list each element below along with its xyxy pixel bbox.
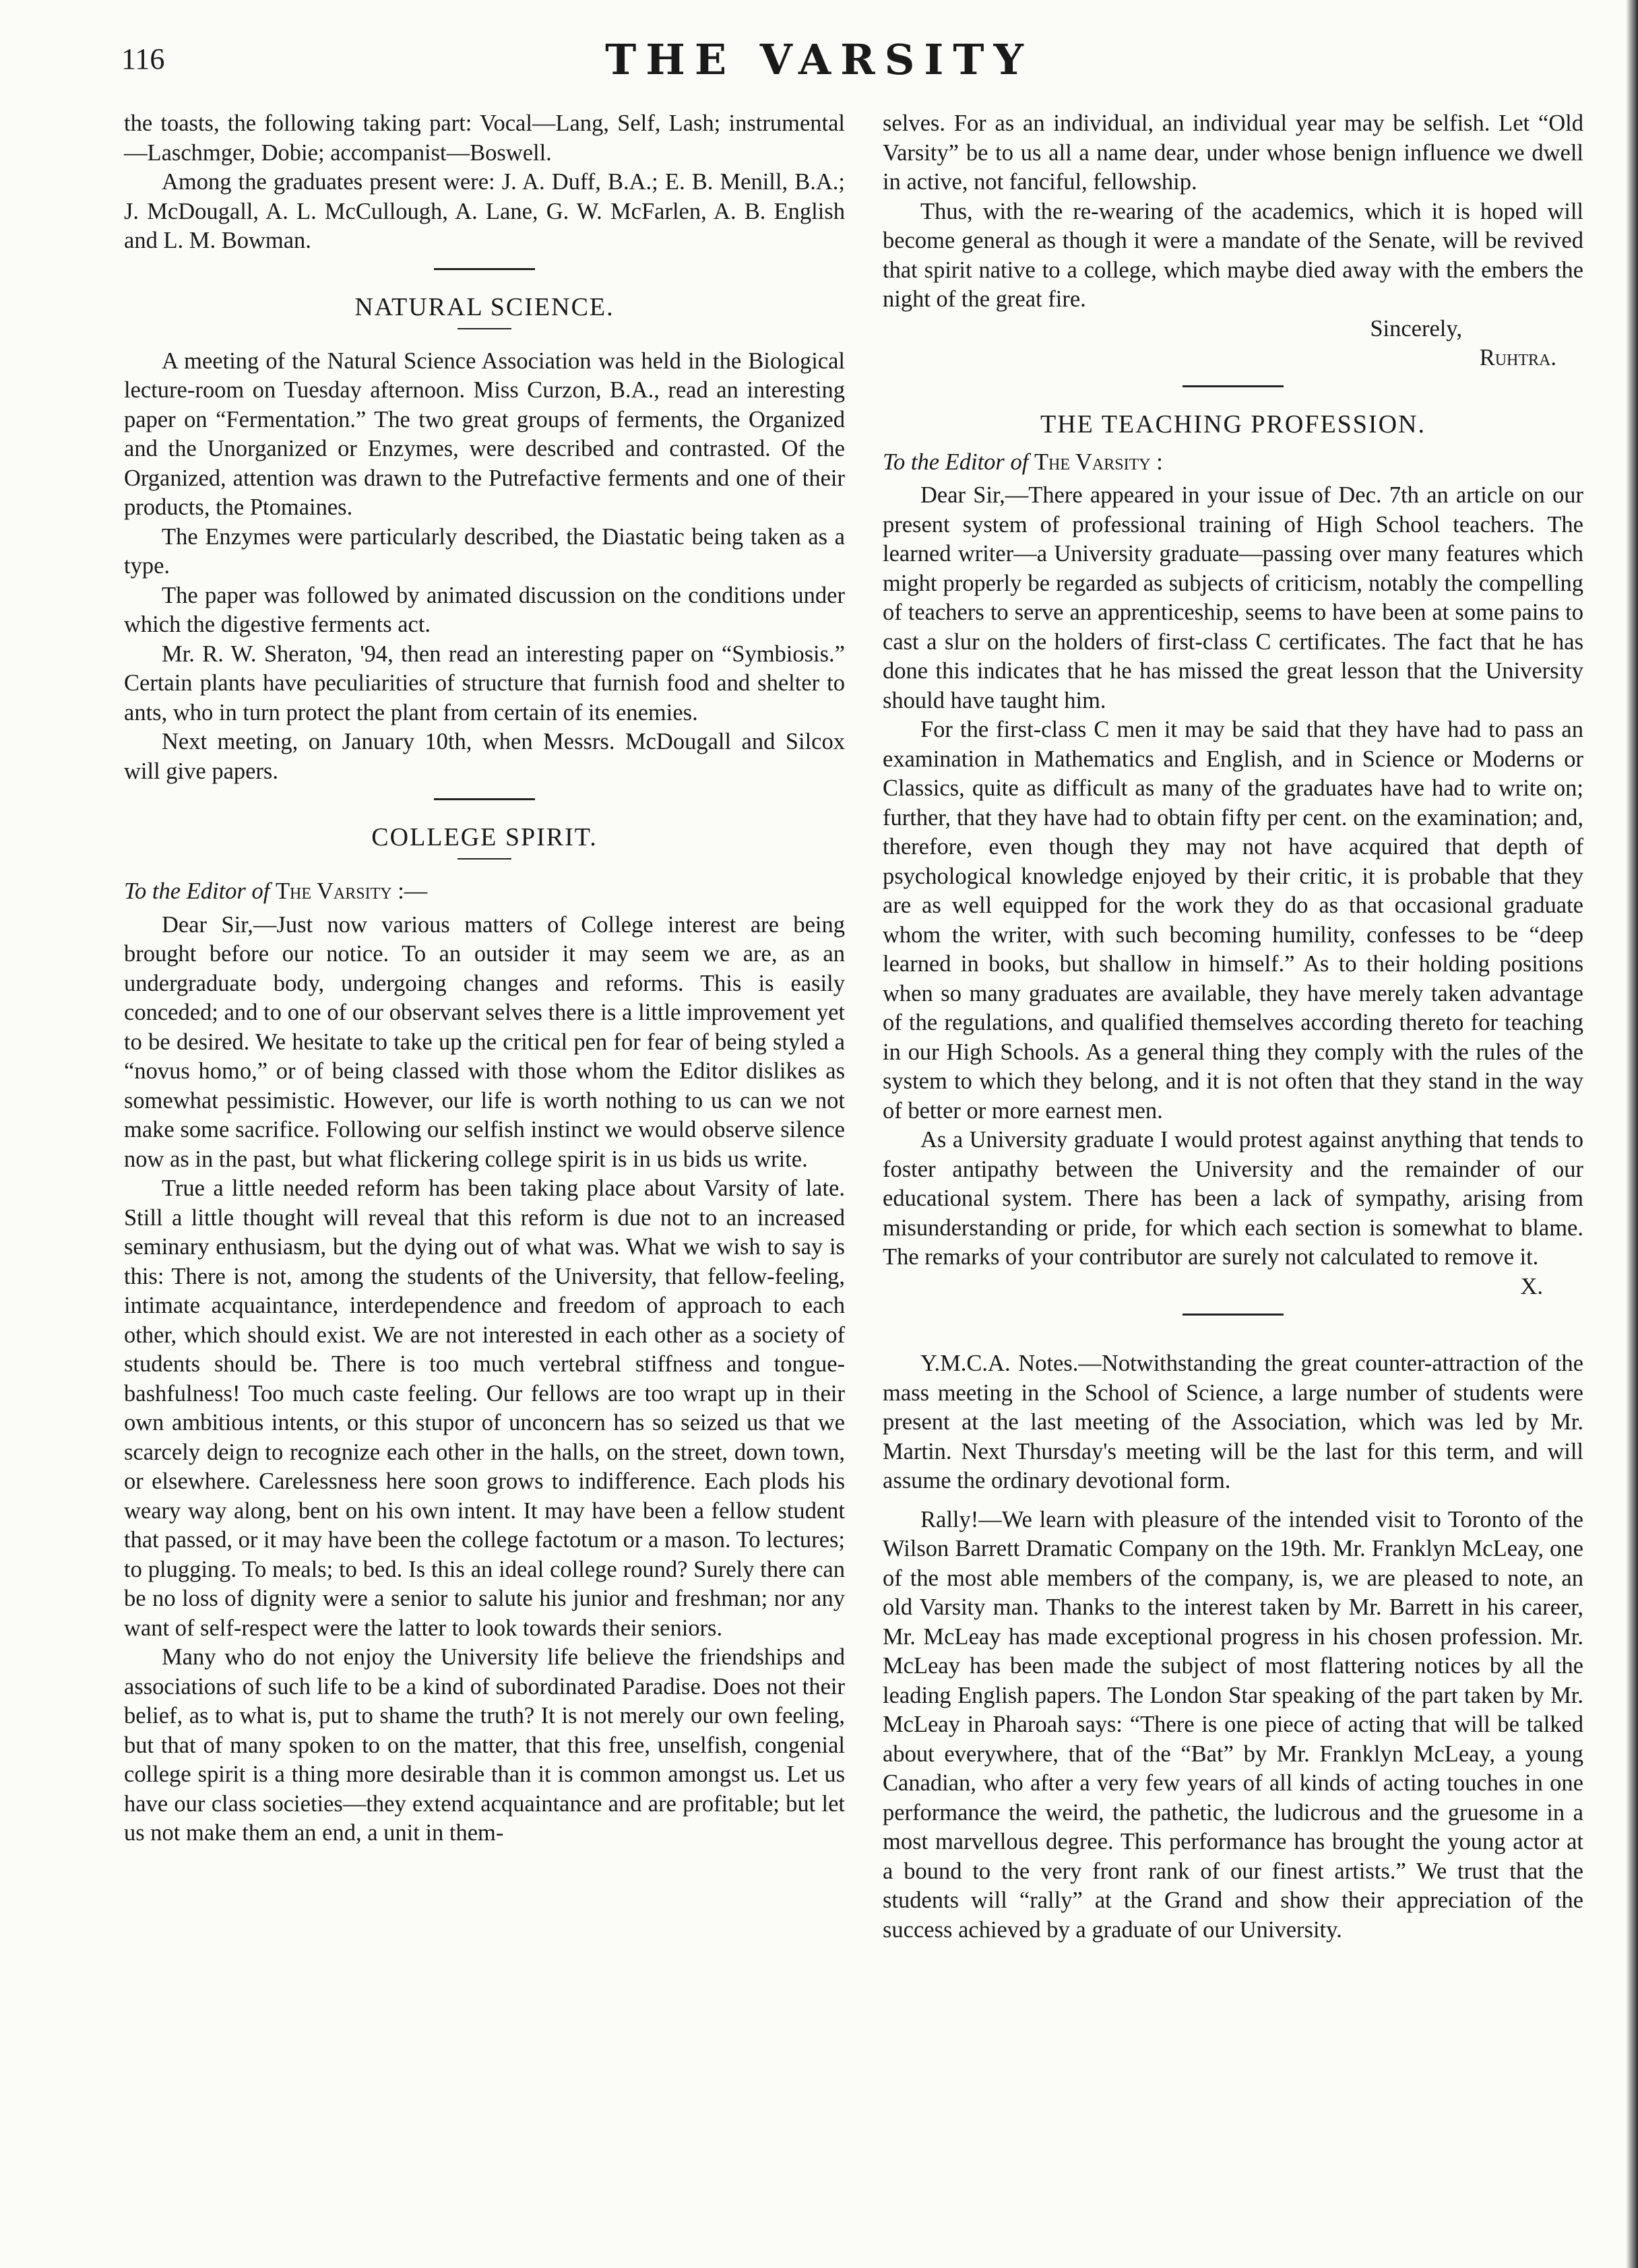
editor-salutation bbox=[124, 877, 845, 907]
signoff-name: Ruhtra. bbox=[1479, 345, 1556, 370]
section-divider bbox=[1183, 385, 1284, 387]
ymca-notes: Y.M.C.A. Notes.—Notwithstanding the great counter-attraction of the mass meeting in the School of Science, a large number of students were present at the last meeting of the Association, which was led by Mr. Martin. Next Thursday's meeting will be the last for this term, and will assume the ordinary devotional form. bbox=[883, 1351, 1583, 1493]
heading-rule bbox=[458, 328, 511, 329]
editor-name: The Varsity :— bbox=[275, 878, 428, 904]
section-divider bbox=[434, 268, 535, 270]
heading-rule bbox=[458, 858, 511, 860]
section-heading-natural-science: NATURAL SCIENCE. bbox=[354, 292, 615, 321]
editor-salutation bbox=[883, 448, 1583, 478]
page-binding-edge bbox=[1626, 0, 1638, 2268]
rally-notice: Rally!—We learn with pleasure of the intended visit to Toronto of the Wilson Barrett Dramatic Company on the 19th. Mr. Franklyn McLeay, one of the most able members of the company, is, we are pleased to note, an old Varsity man. Thanks to the interest taken by Mr. Barrett in his career, Mr. McLeay has made exceptional progress in his chosen profession. Mr. McLeay has been made the subject of most flattering notices by all the leading English papers. The London Star speaking of the part taken by Mr. McLeay in Pharoah says: “There is one piece of acting that will be talked about everywhere, that of the “Bat” by Mr. Franklyn McLeay, a young Canadian, who after a very few years of all kinds of acting touches in one performance the weird, the pathetic, the ludicrous and the gruesome in a most marvellous degree. This performance has brought the young actor at a bound to the very front rank of our finest artists.” We trust that the students will “rally” at the Grand and show their appreciation of the success achieved by a graduate of our University. bbox=[883, 1506, 1583, 1943]
paragraph: Dear Sir,—Just now various matters of College interest are being brought before our notice. To an outsider it may seem we are, as an undergraduate body, undergoing changes and reforms. This is easily conceded; and to one of our observant selves there is a little improvement yet to be desired. We hesitate to take up the critical pen for fear of being styled a “novus homo,” or of being classed with those whom the Editor dislikes as somewhat pessimistic. However, our life is worth nothing to us can we not make some sacrifice. Following our selfish instinct we would observe silence now as in the past, but what flickering college spirit is in us bids us write. bbox=[124, 911, 845, 1172]
section-divider bbox=[434, 798, 535, 800]
left-column bbox=[124, 109, 845, 1848]
right-column bbox=[883, 109, 1583, 1945]
paragraph: As a University graduate I would protest against anything that tends to foster antipathy between the University and the remainder of our educational system. There has been a lack of sympathy, arising from misunderstanding or pride, for which each section is somewhat to blame. The remarks of your contributor are surely not calculated to remove it. bbox=[883, 1127, 1583, 1270]
paragraph: The paper was followed by animated discussion on the conditions under which the digestive ferments act. bbox=[124, 582, 845, 637]
paragraph: Dear Sir,—There appeared in your issue of Dec. 7th an article on our present system of professional training of High School teachers. The learned writer—a University graduate—passing over many features which might properly be regarded as subjects of criticism, notably the compelling of teachers to serve an apprenticeship, seems to have been at some pains to cast a slur on the holders of first-class C certificates. The fact that he has done this indicates that he has missed the great lesson that the University should have taught him. bbox=[883, 482, 1583, 713]
paragraph: Mr. R. W. Sheraton, '94, then read an interesting paper on “Symbiosis.” Certain plants have peculiarities of structure that furnish food and shelter to ants, who in turn protect the plant from certain of its enemies. bbox=[124, 641, 845, 725]
paragraph: Thus, with the re-wearing of the academics, which it is hoped will become general as though it were a mandate of the Senate, will be revived that spirit native to a college, which maybe died away with the embers the night of the great fire. bbox=[883, 198, 1583, 312]
paragraph: True a little needed reform has been taking place about Varsity of late. Still a little thought will reveal that this reform is due not to an increased seminary enthusiasm, but the dying out of what was. What we wish to say is this: There is not, among the students of the University, that fellow-feeling, intimate acquaintance, interdependence and freedom of approach to each other, which should exist. We are not interested in each other as a society of students should be. There is too much vertebral stiffness and tongue-bashfulness! Too much caste feeling. Our fellows are too wrapt up in their own ambitious intents, or this stupor of unconcern has so seized us that we scarcely deign to recognize each other in the halls, on the street, down town, or elsewhere. Carelessness here soon grows to indifference. Each plods his weary way along, bent on his own intent. It may have been a fellow student that passed, or it may have been the college factotum or a mason. To lectures; to plugging. To meals; to bed. Is this an ideal college round? Surely there can be no loss of dignity were a senior to salute his junior and freshman; nor any want of self-respect were the latter to look towards their seniors. bbox=[124, 1175, 845, 1641]
paragraph: Next meeting, on January 10th, when Messrs. McDougall and Silcox will give papers. bbox=[124, 729, 845, 784]
paragraph: the toasts, the following taking part: Vocal—Lang, Self, Lash; instrumental—Laschmger, Dobie; accompanist—Boswell. bbox=[124, 110, 845, 166]
signoff: Sincerely, bbox=[1370, 315, 1462, 342]
editor-prefix: To the Editor of bbox=[883, 449, 1029, 475]
paragraph: Among the graduates present were: J. A. Duff, B.A.; E. B. Menill, B.A.; J. McDougall, A. L. McCullough, A. Lane, G. W. McFarlen, A. B. English and L. M. Bowman. bbox=[124, 169, 845, 253]
paragraph: selves. For as an individual, an individual year may be selfish. Let “Old Varsity” be to us all a name dear, under whose benign influence we dwell in active, not fanciful, fellowship. bbox=[883, 110, 1583, 195]
paragraph: The Enzymes were particularly described, the Diastatic being taken as a type. bbox=[124, 523, 845, 579]
masthead-title: THE VARSITY bbox=[605, 35, 1033, 84]
paragraph: A meeting of the Natural Science Association was held in the Biological lecture-room on Tuesday afternoon. Miss Curzon, B.A., read an interesting paper on “Fermentation.” The two great groups of ferments, the Organized and the Unorganized or Enzymes, were described and contrasted. Of the Organized, attention was drawn to the Putrefactive ferments and one of their products, the Ptomaines. bbox=[124, 348, 845, 520]
editor-prefix: To the Editor of bbox=[124, 878, 270, 904]
section-divider bbox=[1183, 1314, 1284, 1316]
signoff: X. bbox=[1520, 1273, 1543, 1299]
paragraph: Many who do not enjoy the University life believe the friendships and associations of such life to be a kind of subordinated Paradise. Does not their belief, as to what is, put to shame the truth? It is not merely our own feeling, but that of many spoken to on the matter, that this free, unselfish, congenial college spirit is a thing more desirable than it is common amongst us. Let us have our class societies—they extend acquaintance and are profitable; but let us not make them an end, a unit in them- bbox=[124, 1644, 845, 1846]
page-number: 116 bbox=[121, 42, 165, 75]
editor-name: The Varsity : bbox=[1034, 449, 1163, 475]
paragraph: For the first-class C men it may be said that they have had to pass an examination in Mathematics and English, and in Science or Moderns or Classics, quite as difficult as many of the graduates have had to write on; further, that they have had to obtain fifty per cent. on the examination; and, therefore, even though they may not have acquired that depth of psychological knowledge enjoyed by their critic, it is probable that they are as well equipped for the work they do as that occasional graduate whom the writer, with such becoming humility, confesses to be “deep learned in books, but shallow in himself.” As to their holding positions when so many graduates are available, they have merely taken advantage of the regulations, and qualified themselves according thereto for teaching in our High Schools. As a general thing they comply with the rules of the system to which they belong, and it is not often that they stand in the way of better or more earnest men. bbox=[883, 717, 1583, 1124]
section-heading-teaching-profession: THE TEACHING PROFESSION. bbox=[1040, 410, 1426, 439]
section-heading-college-spirit: COLLEGE SPIRIT. bbox=[371, 823, 598, 851]
